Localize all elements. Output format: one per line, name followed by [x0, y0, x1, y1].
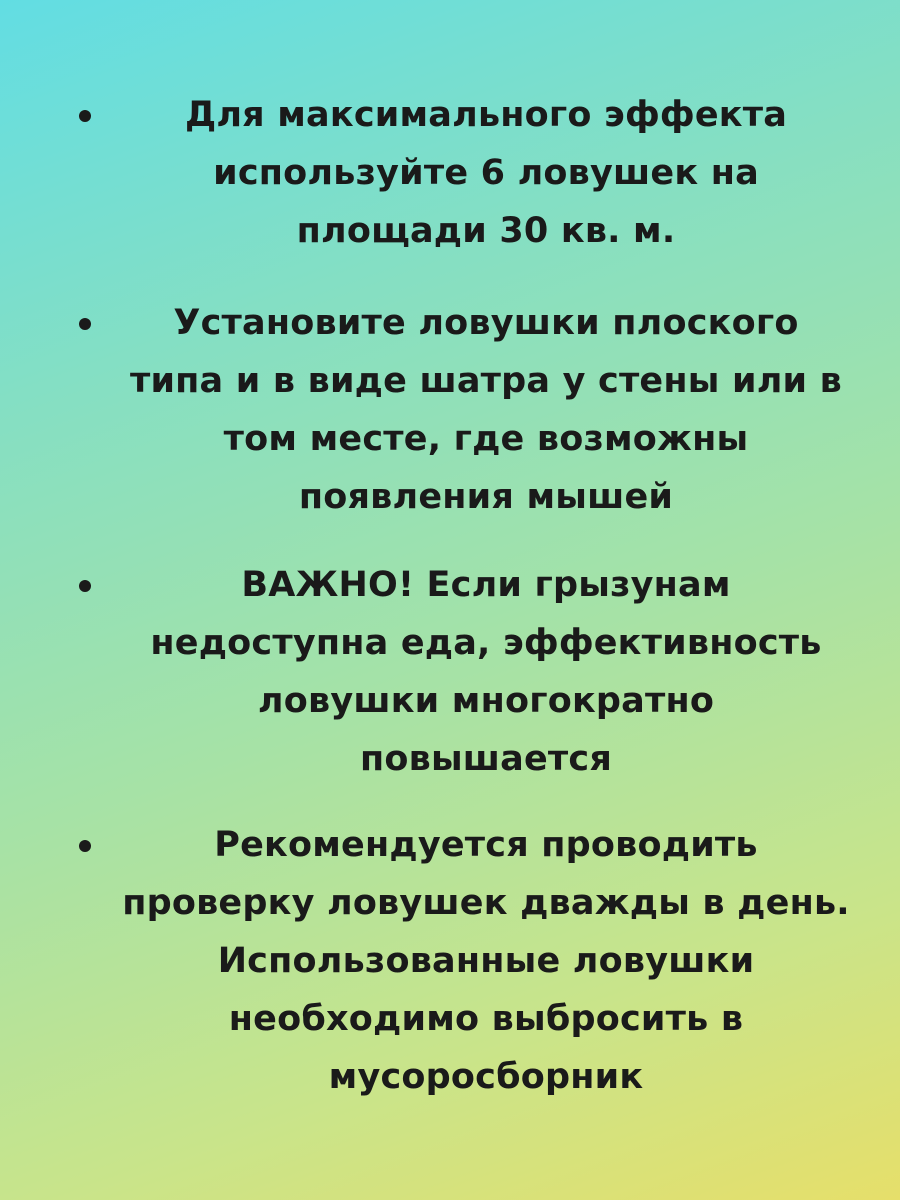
bullet-text	[112, 294, 860, 526]
bullet-line: используйте 6 ловушек на	[213, 153, 759, 193]
bullet-line: повышается	[359, 739, 613, 779]
bullet-text	[112, 556, 860, 788]
bullet-line: ВАЖНО! Если грызунам	[241, 565, 731, 605]
bullet-line: проверку ловушек дважды в день.	[122, 883, 850, 923]
bullet-dot-icon	[79, 580, 91, 592]
bullet-text	[112, 86, 860, 260]
bullet-line: типа и в виде шатра у стены или в	[129, 361, 843, 401]
bullet-line: площади 30 кв. м.	[296, 211, 676, 251]
bullet-line: мусоросборник	[328, 1057, 644, 1097]
bullet-line: появления мышей	[298, 477, 674, 517]
bullet-dot-icon	[79, 110, 91, 122]
bullet-line: необходимо выбросить в	[228, 999, 744, 1039]
bullet-line: недоступна еда, эффективность	[150, 623, 822, 663]
bullet-dot-icon	[79, 840, 91, 852]
bullet-text	[112, 816, 860, 1106]
bullet-dot-icon	[79, 318, 91, 330]
bullet-line: Рекомендуется проводить	[214, 825, 758, 865]
bullet-line: ловушки многократно	[257, 681, 715, 721]
bullet-line: Использованные ловушки	[217, 941, 755, 981]
bullet-line: Установите ловушки плоского	[173, 303, 799, 343]
bullet-line: том месте, где возможны	[223, 419, 749, 459]
bullet-line: Для максимального эффекта	[184, 95, 788, 135]
